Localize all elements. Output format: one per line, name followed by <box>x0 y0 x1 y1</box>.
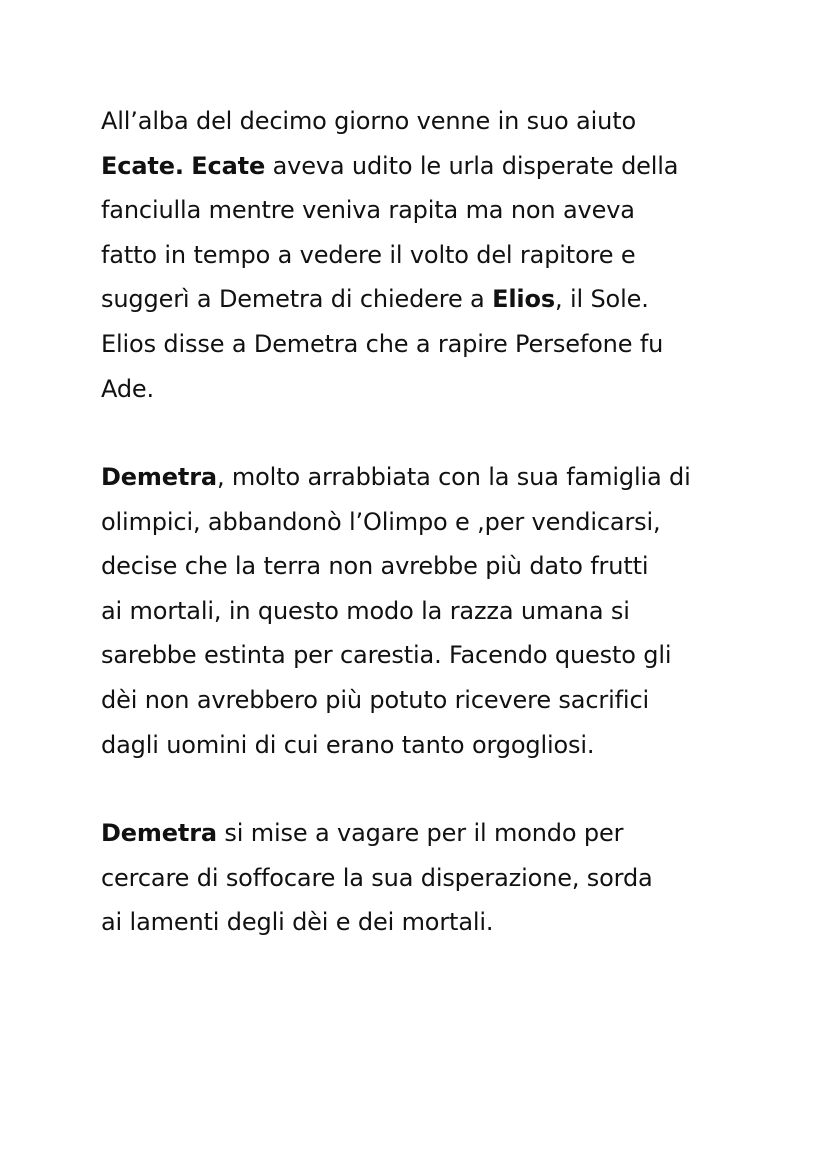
text-line <box>101 367 791 412</box>
text-run: suggerì a Demetra di chiedere a <box>101 285 493 314</box>
text-run: ai lamenti degli dèi e dei mortali. <box>101 908 494 937</box>
text-run: , molto arrabbiata con la sua famiglia di <box>216 463 691 491</box>
text-run: , il Sole. <box>554 285 649 314</box>
paragraph-demetra-wandering <box>101 811 791 945</box>
text-line <box>101 856 791 901</box>
text-run: sarebbe estinta per carestia. Facendo questo gli <box>101 641 672 670</box>
bold-name-ecate: Ecate. <box>101 151 184 180</box>
text-run: si mise a vagare per il mondo per <box>216 819 624 847</box>
text-run: fatto in tempo a vedere il volto del rapitore e <box>101 240 636 269</box>
text-run: Elios disse a Demetra che a rapire Persefone fu <box>101 329 664 358</box>
text-line <box>101 500 791 545</box>
text-line <box>101 99 791 144</box>
text-line <box>101 589 791 634</box>
bold-name-demetra: Demetra <box>101 463 217 491</box>
bold-name-elios: Elios <box>492 285 555 314</box>
paragraph-demetra-anger <box>101 455 791 767</box>
text-run: fanciulla mentre veniva rapita ma non aveva <box>101 196 635 225</box>
text-line <box>101 811 791 856</box>
text-line <box>101 678 791 723</box>
text-line <box>101 322 791 367</box>
paragraph-ecate-elios <box>101 99 791 411</box>
text-line <box>101 633 791 678</box>
text-run: Ade. <box>101 374 155 403</box>
text-run: All’alba del decimo giorno venne in suo aiuto <box>101 107 636 135</box>
bold-name-ecate: Ecate <box>191 151 266 180</box>
text-run: dagli uomini di cui erano tanto orgogliosi. <box>101 730 595 759</box>
text-line <box>101 455 791 500</box>
text-line <box>101 188 791 233</box>
bold-name-demetra: Demetra <box>101 819 217 847</box>
text-run: ai mortali, in questo modo la razza umana si <box>101 596 630 625</box>
text-line <box>101 723 791 768</box>
text-run: cercare di soffocare la sua disperazione, sorda <box>101 863 653 892</box>
text-line <box>101 277 791 322</box>
text-line <box>101 144 791 189</box>
text-run: aveva udito le urla disperate della <box>265 151 679 180</box>
text-run: decise che la terra non avrebbe più dato frutti <box>101 552 649 581</box>
text-run: dèi non avrebbero più potuto ricevere sacrifici <box>101 685 650 714</box>
text-line <box>101 233 791 278</box>
text-line <box>101 544 791 589</box>
text-run: olimpici, abbandonò l’Olimpo e ,per vendicarsi, <box>101 507 661 536</box>
text-line <box>101 900 791 945</box>
